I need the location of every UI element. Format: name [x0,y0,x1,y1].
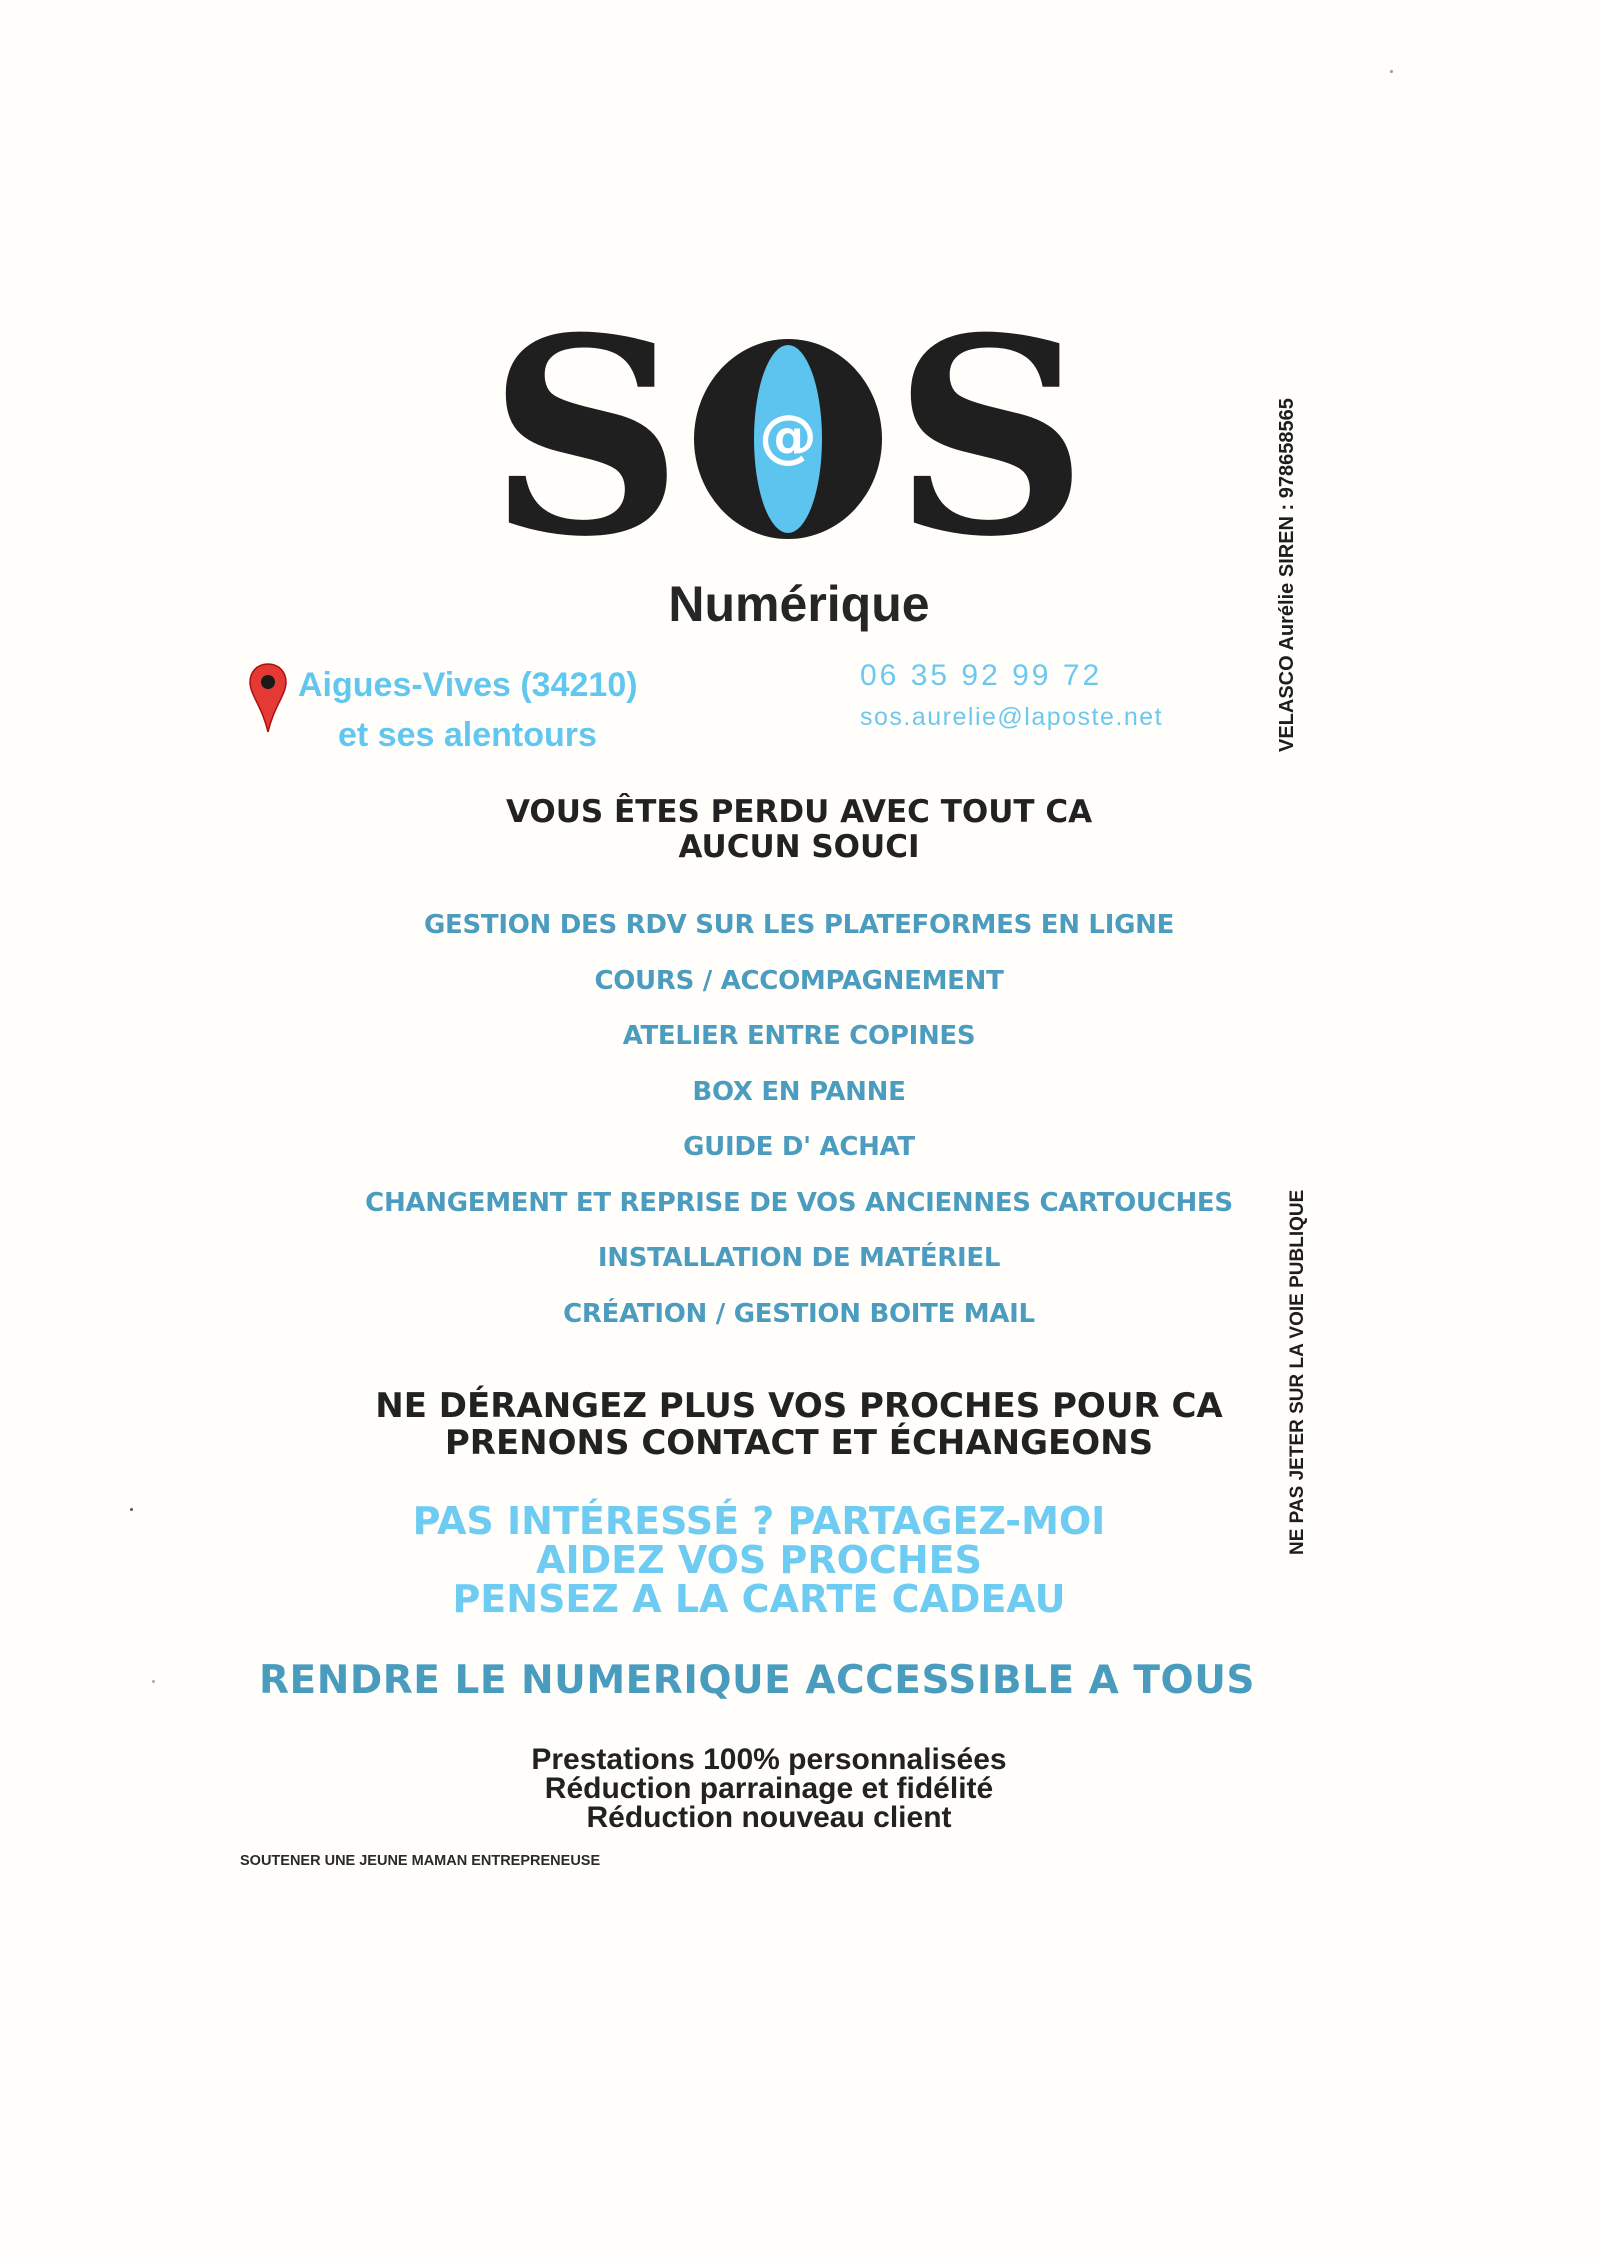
slogan: RENDRE LE NUMERIQUE ACCESSIBLE A TOUS [259,1658,1255,1703]
service-item: CHANGEMENT ET REPRISE DE VOS ANCIENNES CARTOUCHES [365,1187,1233,1218]
perk-item: Réduction nouveau client [586,1801,952,1834]
owner-siren: VELASCO Aurélie SIREN : 978658565 [1276,398,1298,752]
footnote: SOUTENER UNE JEUNE MAMAN ENTREPRENEUSE [240,1853,601,1869]
cta-line-2: PRENONS CONTACT ET ÉCHANGEONS [444,1423,1154,1463]
location-area: et ses alentours [338,716,597,754]
location [298,660,718,760]
logo-subtitle: Numérique [668,576,930,632]
intro-line-1: VOUS ÊTES PERDU AVEC TOUT CA [505,794,1093,830]
promo-line-2: AIDEZ VOS PROCHES [536,1538,982,1582]
phone-number[interactable]: 06 35 92 99 72 [860,659,1103,692]
intro-heading [0,795,1598,865]
perk-item: Prestations 100% personnalisées [531,1743,1007,1776]
logo-letter-o [694,339,882,539]
promo-line-1: PAS INTÉRESSÉ ? PARTAGEZ-MOI [412,1499,1106,1543]
service-item: COURS / ACCOMPAGNEMENT [594,965,1004,996]
service-item: INSTALLATION DE MATÉRIEL [597,1243,1001,1273]
intro-line-2: AUCUN SOUCI [678,829,920,865]
services-list [0,898,1598,1342]
map-pin-icon [248,662,288,734]
logo-letter-s1: S [488,278,683,596]
promo-line-3: PENSEZ A LA CARTE CADEAU [452,1577,1066,1621]
cta-line-1: NE DÉRANGEZ PLUS VOS PROCHES POUR CA [375,1386,1223,1426]
service-item: ATELIER ENTRE COPINES [622,1021,976,1051]
perk-item: Réduction parrainage et fidélité [544,1772,994,1805]
logo-letter-s2: S [893,278,1088,596]
disposal-notice: NE PAS JETER SUR LA VOIE PUBLIQUE [1287,1189,1308,1555]
perks-list [0,1745,1568,1832]
location-city: Aigues-Vives (34210) [298,666,638,704]
call-to-action [0,1388,1598,1462]
contact-info [860,655,1163,737]
service-item: BOX EN PANNE [692,1076,906,1107]
sos-logo [488,278,1088,596]
service-item: GUIDE D' ACHAT [683,1132,915,1162]
scan-speck [1390,70,1393,73]
service-item: CRÉATION / GESTION BOITE MAIL [563,1298,1035,1329]
service-item: GESTION DES RDV SUR LES PLATEFORMES EN LIGNE [423,910,1175,940]
promo-text [0,1499,1558,1621]
email-address[interactable]: sos.aurelie@laposte.net [860,703,1164,731]
at-sign-icon: @ [759,402,817,470]
